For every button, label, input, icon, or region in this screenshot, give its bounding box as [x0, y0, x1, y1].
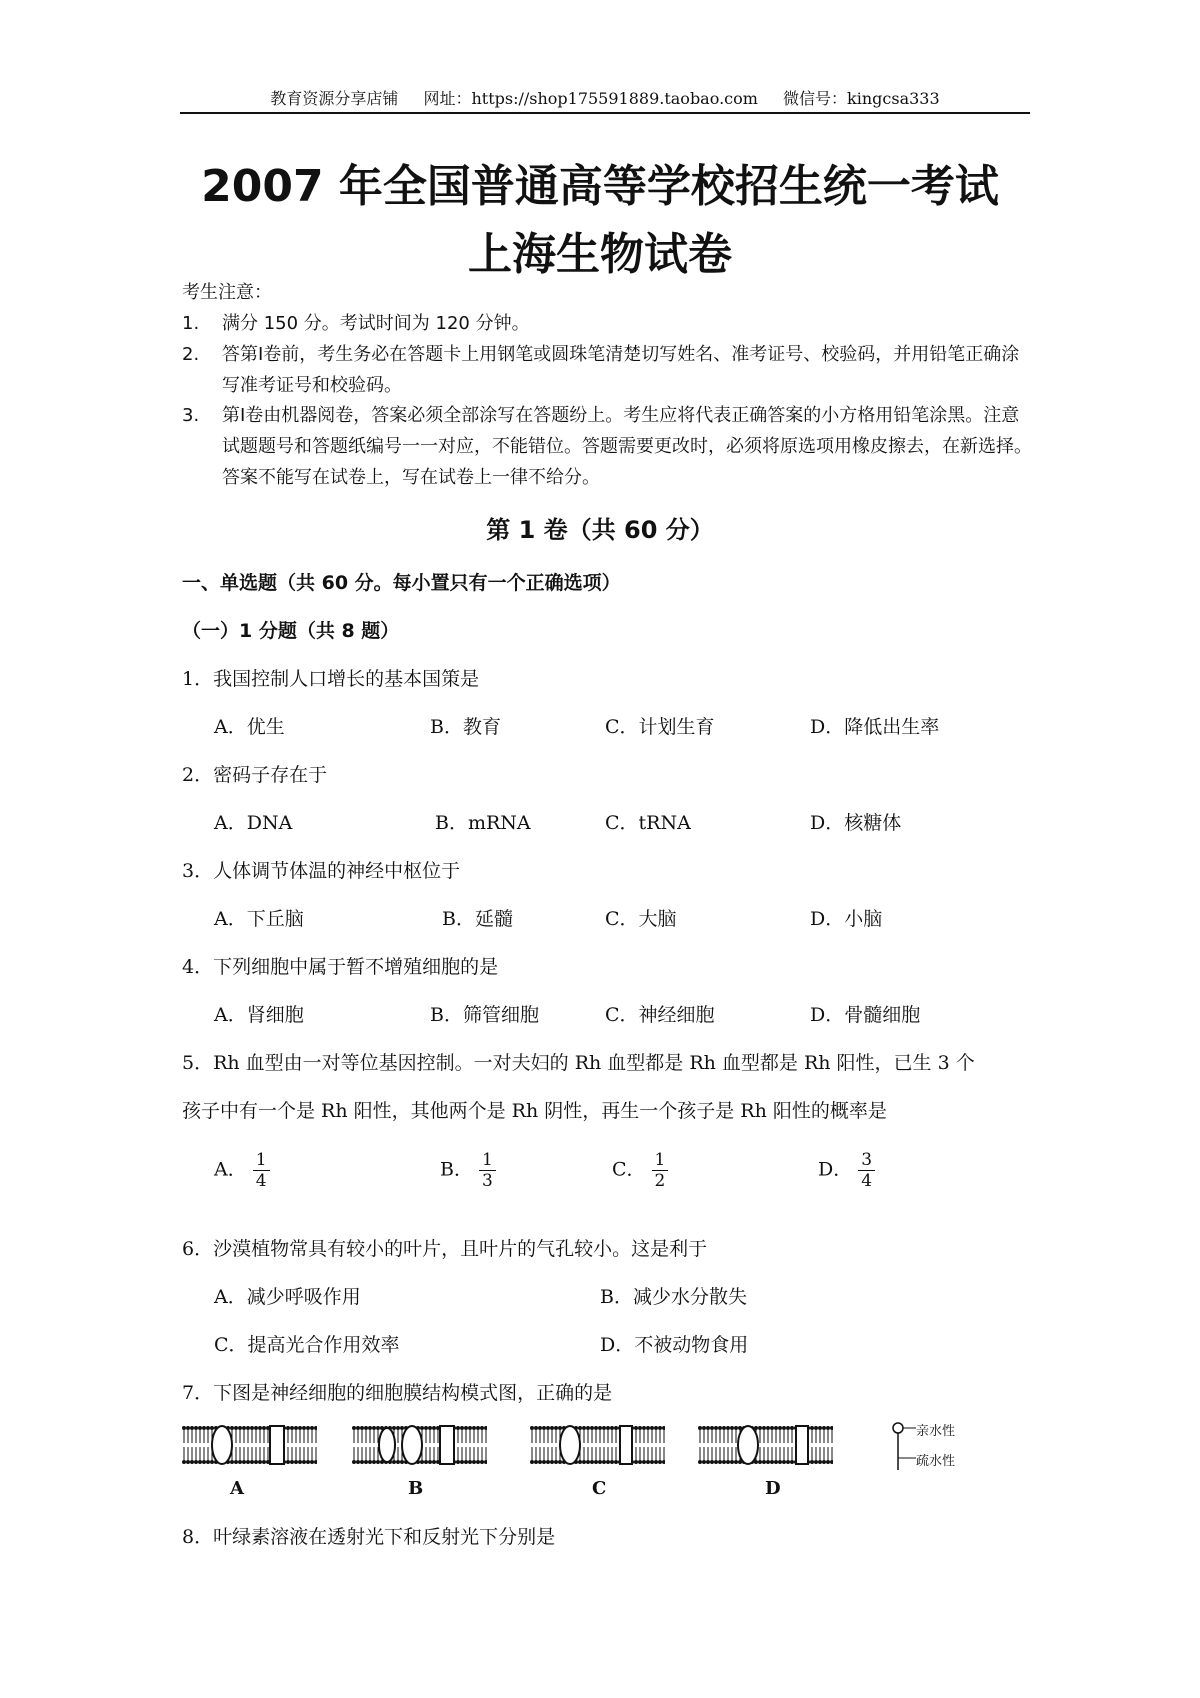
q2-option-d: D．核糖体: [810, 812, 902, 834]
q6-option-c: C．提高光合作用效率: [214, 1334, 400, 1356]
question-1-stem: 1．我国控制人口增长的基本国策是: [182, 668, 480, 690]
denominator: 3: [481, 1171, 493, 1191]
fraction: [858, 1150, 875, 1191]
question-8-stem: 8．叶绿素溶液在透射光下和反射光下分别是: [182, 1526, 556, 1548]
figure-label-c: C: [592, 1478, 607, 1499]
numerator: 1: [253, 1150, 270, 1171]
legend-hydrophobic: 疏水性: [916, 1454, 956, 1469]
q3-option-d: D．小脑: [810, 908, 883, 930]
figure-label-d: D: [765, 1478, 781, 1499]
legend-hydrophilic: 亲水性: [916, 1424, 956, 1439]
question-7-stem: 7．下图是神经细胞的细胞膜结构模式图，正确的是: [182, 1382, 613, 1404]
q5-option-b: [440, 1150, 496, 1191]
q1-option-d: D．降低出生率: [810, 716, 940, 738]
q5-option-c-label: C．: [612, 1158, 646, 1181]
q1-option-a: A．优生: [214, 716, 285, 738]
notice-item-number: 1.: [182, 313, 200, 334]
notice-item-number: 3.: [182, 405, 200, 426]
figure-label-b: B: [408, 1478, 424, 1499]
group-heading: （一）1 分题（共 8 题）: [182, 620, 400, 642]
notice-item-number: 2.: [182, 344, 200, 365]
question-5-stem-line1: 5．Rh 血型由一对等位基因控制。一对夫妇的 Rh 血型都是 Rh 血型都是 Rh 阳性，已生 3 个: [182, 1052, 975, 1074]
q5-option-d: [818, 1150, 875, 1191]
q2-option-c: C．tRNA: [605, 812, 691, 834]
q4-option-c: C．神经细胞: [605, 1004, 715, 1026]
membrane-figure-d: [698, 1424, 833, 1466]
numerator: 1: [479, 1150, 496, 1171]
denominator: 2: [654, 1171, 666, 1191]
q6-option-b: B．减少水分散失: [600, 1286, 747, 1308]
membrane-figure-c: [530, 1424, 665, 1466]
q5-option-a: [214, 1150, 270, 1191]
q2-option-a: A．DNA: [214, 812, 293, 834]
q3-option-a: A．下丘脑: [214, 908, 304, 930]
wechat-id: 微信号：kingcsa333: [783, 89, 940, 108]
notice-item-text: 第Ⅰ卷由机器阅卷，答案必须全部涂写在答题纷上。考生应将代表正确答案的小方格用铅笔涂黑。注意试题题号和答题纸编号一一对应，不能错位。答题需要更改时，必须将原选项用橡皮擦去，在新选择。答案不能写在试卷上，写在试卷上一律不给分。: [222, 405, 1032, 488]
membrane-figure-a: [182, 1424, 317, 1466]
denominator: 4: [255, 1171, 267, 1191]
q5-option-d-label: D．: [818, 1158, 853, 1181]
q1-option-b: B．教育: [430, 716, 501, 738]
notice-item: [182, 339, 1032, 401]
phospholipid-icon: [888, 1418, 918, 1478]
membrane-figure-b: [352, 1424, 487, 1466]
q3-option-b: B．延髓: [442, 908, 513, 930]
q4-option-b: B．筛管细胞: [430, 1004, 539, 1026]
figure-label-a: A: [230, 1478, 244, 1499]
exam-title: 2007 年全国普通高等学校招生统一考试: [201, 161, 999, 212]
phospholipid-legend: [888, 1418, 998, 1478]
shop-url[interactable]: 网址：https://shop175591889.taobao.com: [423, 89, 758, 108]
q5-option-a-label: A．: [214, 1158, 247, 1181]
question-5-stem-line2: 孩子中有一个是 Rh 阳性，其他两个是 Rh 阴性，再生一个孩子是 Rh 阳性的概率是: [182, 1100, 887, 1122]
notice-item: [182, 308, 1032, 339]
question-2-stem: 2．密码子存在于: [182, 764, 328, 786]
q4-option-d: D．骨髓细胞: [810, 1004, 921, 1026]
question-3-stem: 3．人体调节体温的神经中枢位于: [182, 860, 461, 882]
notice-heading: 考生注意：: [182, 282, 272, 303]
q4-option-a: A．肾细胞: [214, 1004, 304, 1026]
denominator: 4: [861, 1171, 873, 1191]
notice-item-text: 满分 150 分。考试时间为 120 分钟。: [222, 313, 530, 334]
exam-subtitle: 上海生物试卷: [468, 229, 732, 280]
question-6-stem: 6．沙漠植物常具有较小的叶片，且叶片的气孔较小。这是利于: [182, 1238, 708, 1260]
part-heading: 一、单选题（共 60 分。每小置只有一个正确选项）: [182, 572, 621, 594]
fraction: [479, 1150, 496, 1191]
q5-option-c: [612, 1150, 668, 1191]
notice-item: [182, 400, 1032, 493]
fraction: [253, 1150, 270, 1191]
q3-option-c: C．大脑: [605, 908, 677, 930]
section-title: 第 1 卷（共 60 分）: [486, 516, 714, 544]
notice-item-text: 答第Ⅰ卷前，考生务必在答题卡上用钢笔或圆珠笔清楚切写姓名、准考证号、校验码，并用铅笔正确涂写准考证号和校验码。: [222, 344, 1020, 396]
q2-option-b: B．mRNA: [435, 812, 531, 834]
header-divider: [180, 112, 1030, 114]
fraction: [652, 1150, 669, 1191]
q6-option-a: A．减少呼吸作用: [214, 1286, 361, 1308]
shop-name: 教育资源分享店铺: [270, 89, 399, 108]
numerator: 1: [652, 1150, 669, 1171]
numerator: 3: [858, 1150, 875, 1171]
page-header: [180, 86, 1030, 109]
question-4-stem: 4．下列细胞中属于暂不增殖细胞的是: [182, 956, 499, 978]
q5-option-b-label: B．: [440, 1158, 473, 1181]
q1-option-c: C．计划生育: [605, 716, 715, 738]
q6-option-d: D．不被动物食用: [600, 1334, 749, 1356]
